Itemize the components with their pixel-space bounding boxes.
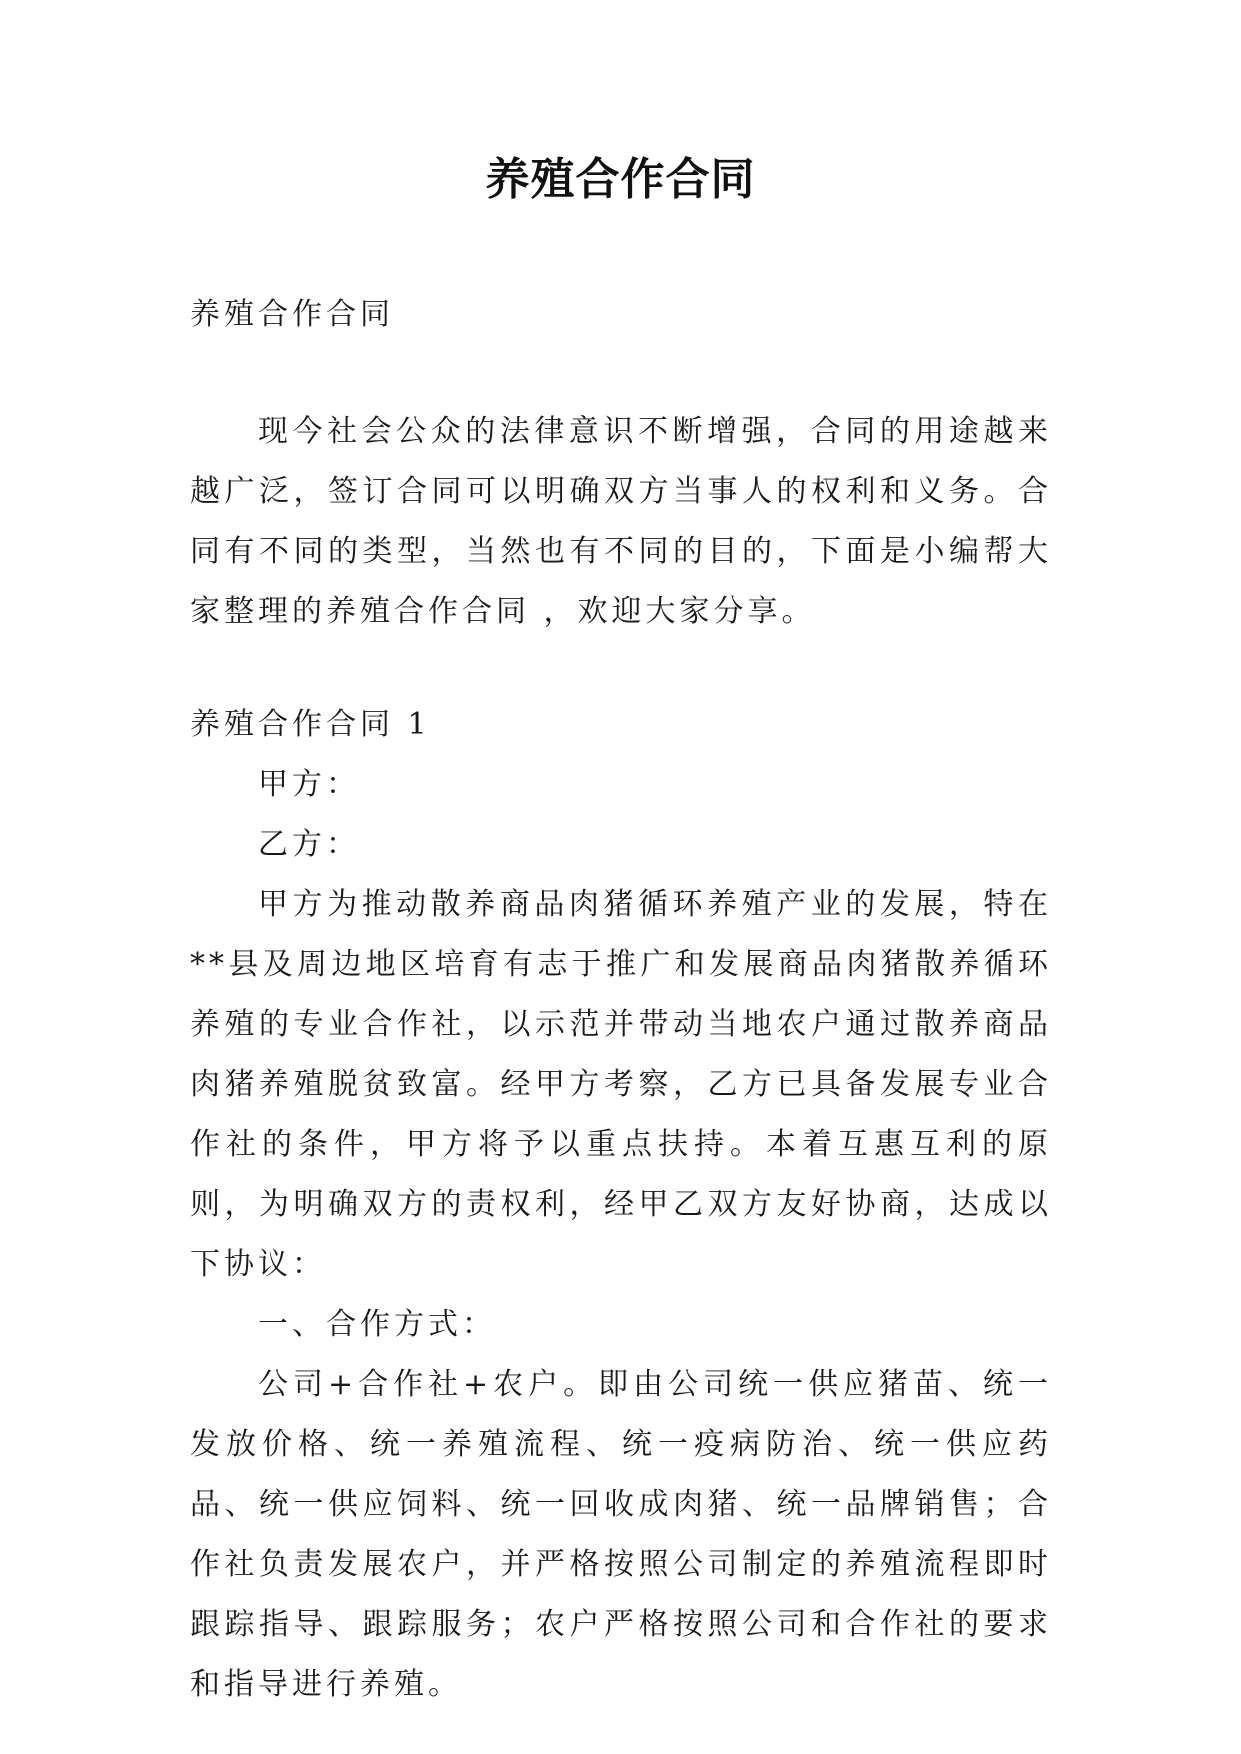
party-b-label: 乙方： (258, 827, 360, 862)
document-title: 养殖合作合同 (485, 154, 756, 205)
document-subtitle-block (190, 285, 1052, 345)
purpose-paragraph: 甲方为推动散养商品肉猪循环养殖产业的发展，特在**县及周边地区培育有志于推广和发展商品肉猪散养循环养殖的专业合作社，以示范并带动当地农户通过散养商品肉猪养殖脱贫致富。经甲方考察，乙方已具备发展专业合作社的条件，甲方将予以重点扶持。本着互惠互利的原则，为明确双方的责权利，经甲乙双方友好协商，达成以下协议： (190, 887, 1052, 1282)
section-heading: 养殖合作合同 1 (190, 707, 431, 742)
clause-1-heading: 一、合作方式： (258, 1307, 496, 1342)
intro-paragraph: 现今社会公众的法律意识不断增强，合同的用途越来越广泛，签订合同可以明确双方当事人的权利和义务。合同有不同的类型，当然也有不同的目的，下面是小编帮大家整理的养殖合作合同 ，欢迎大家分享。 (190, 414, 1052, 629)
party-a-label: 甲方： (258, 767, 360, 802)
clause-1-paragraph: 公司+合作社+农户。即由公司统一供应猪苗、统一发放价格、统一养殖流程、统一疫病防治、统一供应药品、统一供应饲料、统一回收成肉猪、统一品牌销售；合作社负责发展农户，并严格按照公司制定的养殖流程即时跟踪指导、跟踪服务；农户严格按照公司和合作社的要求和指导进行养殖。 (190, 1367, 1052, 1702)
document-subtitle: 养殖合作合同 (190, 297, 394, 332)
contract-section (190, 695, 1052, 1715)
intro-block (190, 402, 1052, 642)
